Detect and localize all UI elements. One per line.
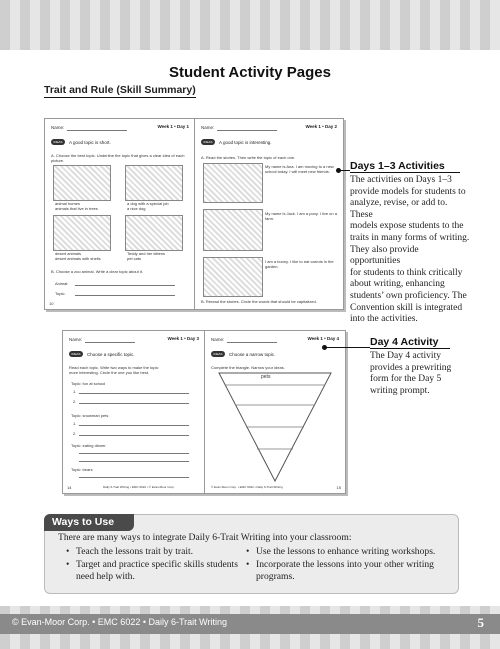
page-number-small: 15 xyxy=(336,485,341,490)
story: I am a bunny. I like to eat carrots in the garden. xyxy=(265,259,334,269)
picture-school xyxy=(203,163,263,203)
pointer-line xyxy=(340,170,350,171)
bullet-item: • Target and practice specific skills students need help with. xyxy=(66,559,246,582)
page-title: Student Activity Pages xyxy=(169,64,331,81)
day4-underline xyxy=(370,348,450,349)
small-footer: Daily 6-Trait Writing • EMC 6022 • © Evan-Moor Corp. xyxy=(103,485,175,489)
trait-tag: IDEAS xyxy=(201,139,215,145)
answer-number: 2. xyxy=(73,399,77,404)
rule-text: Choose a specific topic. xyxy=(87,352,135,357)
answer-line xyxy=(79,435,189,436)
instructions: Complete the triangle. Narrow your ideas. xyxy=(211,365,285,370)
answer-line xyxy=(79,477,189,478)
rule-text: A good topic is short. xyxy=(69,140,111,145)
section-subtitle: Trait and Rule (Skill Summary) xyxy=(44,84,196,96)
page-number-small: 10 xyxy=(49,301,54,306)
thumbnail-day4 xyxy=(204,330,346,494)
answer-line xyxy=(79,461,189,462)
ways-to-use-title: Ways to Use xyxy=(52,516,115,528)
triangle-top-word: pets xyxy=(261,374,271,380)
name-label: Name: xyxy=(201,125,215,130)
week-label: Week 1 • Day 2 xyxy=(305,124,337,129)
story: My name is Jack. I am a pony. I live on a farm. xyxy=(265,211,337,221)
caption: a nice dog xyxy=(127,206,146,211)
trait-tag: IDEAS xyxy=(51,139,65,145)
thumbnail-day1 xyxy=(44,118,196,310)
caption: pet cats xyxy=(127,256,142,261)
page-number-small: 14 xyxy=(67,485,72,490)
trait-tag: IDEAS xyxy=(69,351,83,357)
picture-tree xyxy=(53,165,111,201)
name-line xyxy=(217,130,277,131)
caption: animals that live in trees xyxy=(55,206,98,211)
week-label: Week 1 • Day 4 xyxy=(307,336,339,341)
answer-number: 1. xyxy=(73,389,77,394)
picture-kittens xyxy=(125,215,183,251)
story: My name is Ana. I am moving to a new school today. I will meet new friends. xyxy=(265,164,334,174)
small-footer: © Evan-Moor Corp. • EMC 6022 • Daily 6-Trait Writing xyxy=(211,485,283,489)
topic-label: Topic: xyxy=(55,291,66,296)
days13-underline xyxy=(350,172,460,173)
week-label: Week 1 • Day 3 xyxy=(167,336,199,341)
picture-pony xyxy=(203,209,263,251)
name-label: Name: xyxy=(51,125,65,130)
trait-tag: IDEAS xyxy=(211,351,225,357)
thumbnail-day2 xyxy=(194,118,344,310)
caption: a dog with a special job xyxy=(127,201,169,206)
name-line xyxy=(67,130,127,131)
caption: animal homes xyxy=(55,201,80,206)
answer-line xyxy=(79,425,189,426)
pointer-line xyxy=(326,347,370,348)
rule-text: A good topic is interesting. xyxy=(219,140,272,145)
instruction-b: B. Reread the stories. Circle the words that should be capitalized. xyxy=(201,299,317,304)
instruction-a: A. Choose the best topic. Underline the topic that gives a clear idea of each picture. xyxy=(51,153,185,163)
instruction-b: B. Choose a zoo animal. Write a clear topic about it. xyxy=(51,269,143,274)
week-label: Week 1 • Day 1 xyxy=(157,124,189,129)
footer-copyright: © Evan-Moor Corp. • EMC 6022 • Daily 6-Trait Writing xyxy=(12,617,227,627)
top-stripe-border xyxy=(0,0,500,50)
caption: desert animals xyxy=(55,251,82,256)
answer-line xyxy=(79,393,189,394)
answer-line xyxy=(79,453,189,454)
prewriting-triangle xyxy=(215,371,335,483)
day4-description: The Day 4 activity provides a prewriting form for the Day 5 writing prompt. xyxy=(370,351,452,396)
thumbnail-day3 xyxy=(62,330,206,494)
bullet-item: • Use the lessons to enhance writing workshops. xyxy=(246,546,464,558)
picture-bunny xyxy=(203,257,263,297)
topic: Topic: bears xyxy=(71,467,93,472)
answer-number: 1. xyxy=(73,421,77,426)
answer-line xyxy=(75,295,175,296)
name-label: Name: xyxy=(211,337,225,342)
day4-heading: Day 4 Activity xyxy=(370,336,439,348)
animal-label: Animal: xyxy=(55,281,69,286)
answer-number: 2. xyxy=(73,431,77,436)
ways-intro: There are many ways to integrate Daily 6-Trait Writing into your classroom: xyxy=(58,532,352,543)
topic: Topic: snowman pets xyxy=(71,413,109,418)
caption: Teddy and her kittens xyxy=(127,251,166,256)
topic: Topic: eating dinner xyxy=(71,443,106,448)
name-label: Name: xyxy=(69,337,83,342)
bullet-item: • Teach the lessons trait by trait. xyxy=(66,546,246,558)
caption: desert animals with shells xyxy=(55,256,101,261)
name-line xyxy=(227,342,277,343)
answer-line xyxy=(79,403,189,404)
answer-line xyxy=(75,285,175,286)
topic: Topic: fun at school xyxy=(71,381,106,386)
bullet-item: • Incorporate the lessons into your other writing programs. xyxy=(246,559,456,582)
page-number: 5 xyxy=(477,615,484,630)
days13-heading: Days 1–3 Activities xyxy=(350,160,445,172)
instruction-a: A. Read the stories. Then write the topic of each one. xyxy=(201,155,296,160)
days13-description: The activities on Days 1–3 provide models for students to analyze, revise, or add to. These models expose students to the traits in many forms of writing. They also provide opportunities for students to think critically about writing, enhancing students’ own proficiency. The Convention skill is integrated into the activities. xyxy=(350,175,470,325)
rule-text: Choose a narrow topic. xyxy=(229,352,276,357)
instructions: Read each topic. Write two ways to make the topic more interesting. Circle the one you like best. xyxy=(69,365,159,375)
picture-dog xyxy=(125,165,183,201)
picture-turtles xyxy=(53,215,111,251)
name-line xyxy=(85,342,135,343)
